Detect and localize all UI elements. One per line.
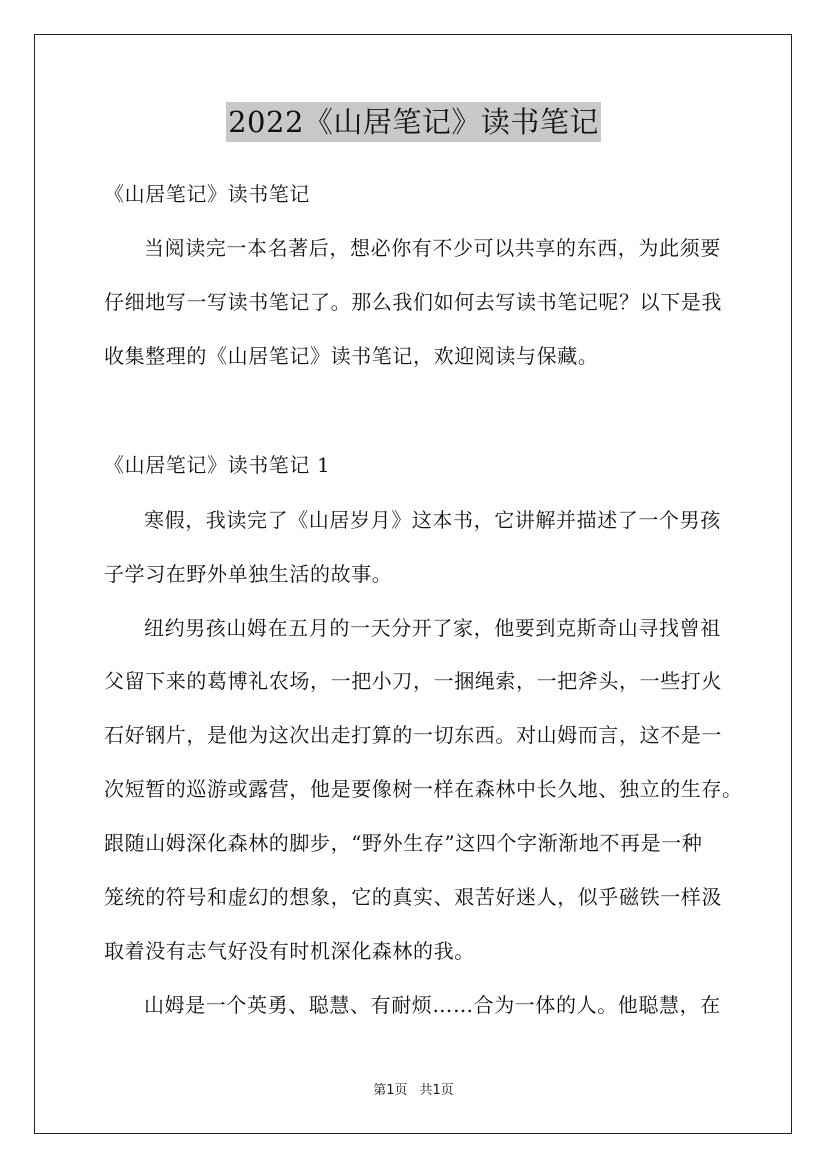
paragraph-line: 笼统的符号和虚幻的想象，它的真实、艰苦好迷人，似乎磁铁一样汲 [104,885,722,909]
paragraph-line: 当阅读完一本名著后，想必你有不少可以共享的东西，为此须要 [144,236,721,260]
paragraph-line: 收集整理的《山居笔记》读书笔记，欢迎阅读与保藏。 [104,344,599,368]
paragraph-line: 取着没有志气好没有时机深化森林的我。 [104,939,475,963]
paragraph-line: 纽约男孩山姆在五月的一天分开了家，他要到克斯奇山寻找曾祖 [144,616,721,640]
section-heading: 《山居笔记》读书笔记 [104,182,310,206]
paragraph-line: 次短暂的巡游或露营，他是要像树一样在森林中长久地、独立的生存。 [104,777,743,801]
section-heading: 《山居笔记》读书笔记 1 [104,453,331,477]
paragraph-line: 石好钢片，是他为这次出走打算的一切东西。对山姆而言，这不是一 [104,723,722,747]
paragraph-line: 跟随山姆深化森林的脚步，“野外生存”这四个字渐渐地不再是一种 [104,831,703,855]
paragraph-line: 山姆是一个英勇、聪慧、有耐烦……合为一体的人。他聪慧，在 [144,993,721,1017]
paragraph-line: 父留下来的葛博礼农场，一把小刀，一捆绳索，一把斧头，一些打火 [104,669,722,693]
title-container [0,102,827,142]
page-total: 共1页 [419,1083,454,1098]
page-number: 第1页 [373,1083,408,1098]
paragraph-line: 仔细地写一写读书笔记了。那么我们如何去写读书笔记呢？以下是我 [104,290,722,314]
paragraph-line: 子学习在野外单独生活的故事。 [104,562,393,586]
page-footer [0,1082,827,1100]
document-title: 2022《山居笔记》读书笔记 [226,102,601,142]
paragraph-line: 寒假，我读完了《山居岁月》这本书，它讲解并描述了一个男孩 [144,508,721,532]
